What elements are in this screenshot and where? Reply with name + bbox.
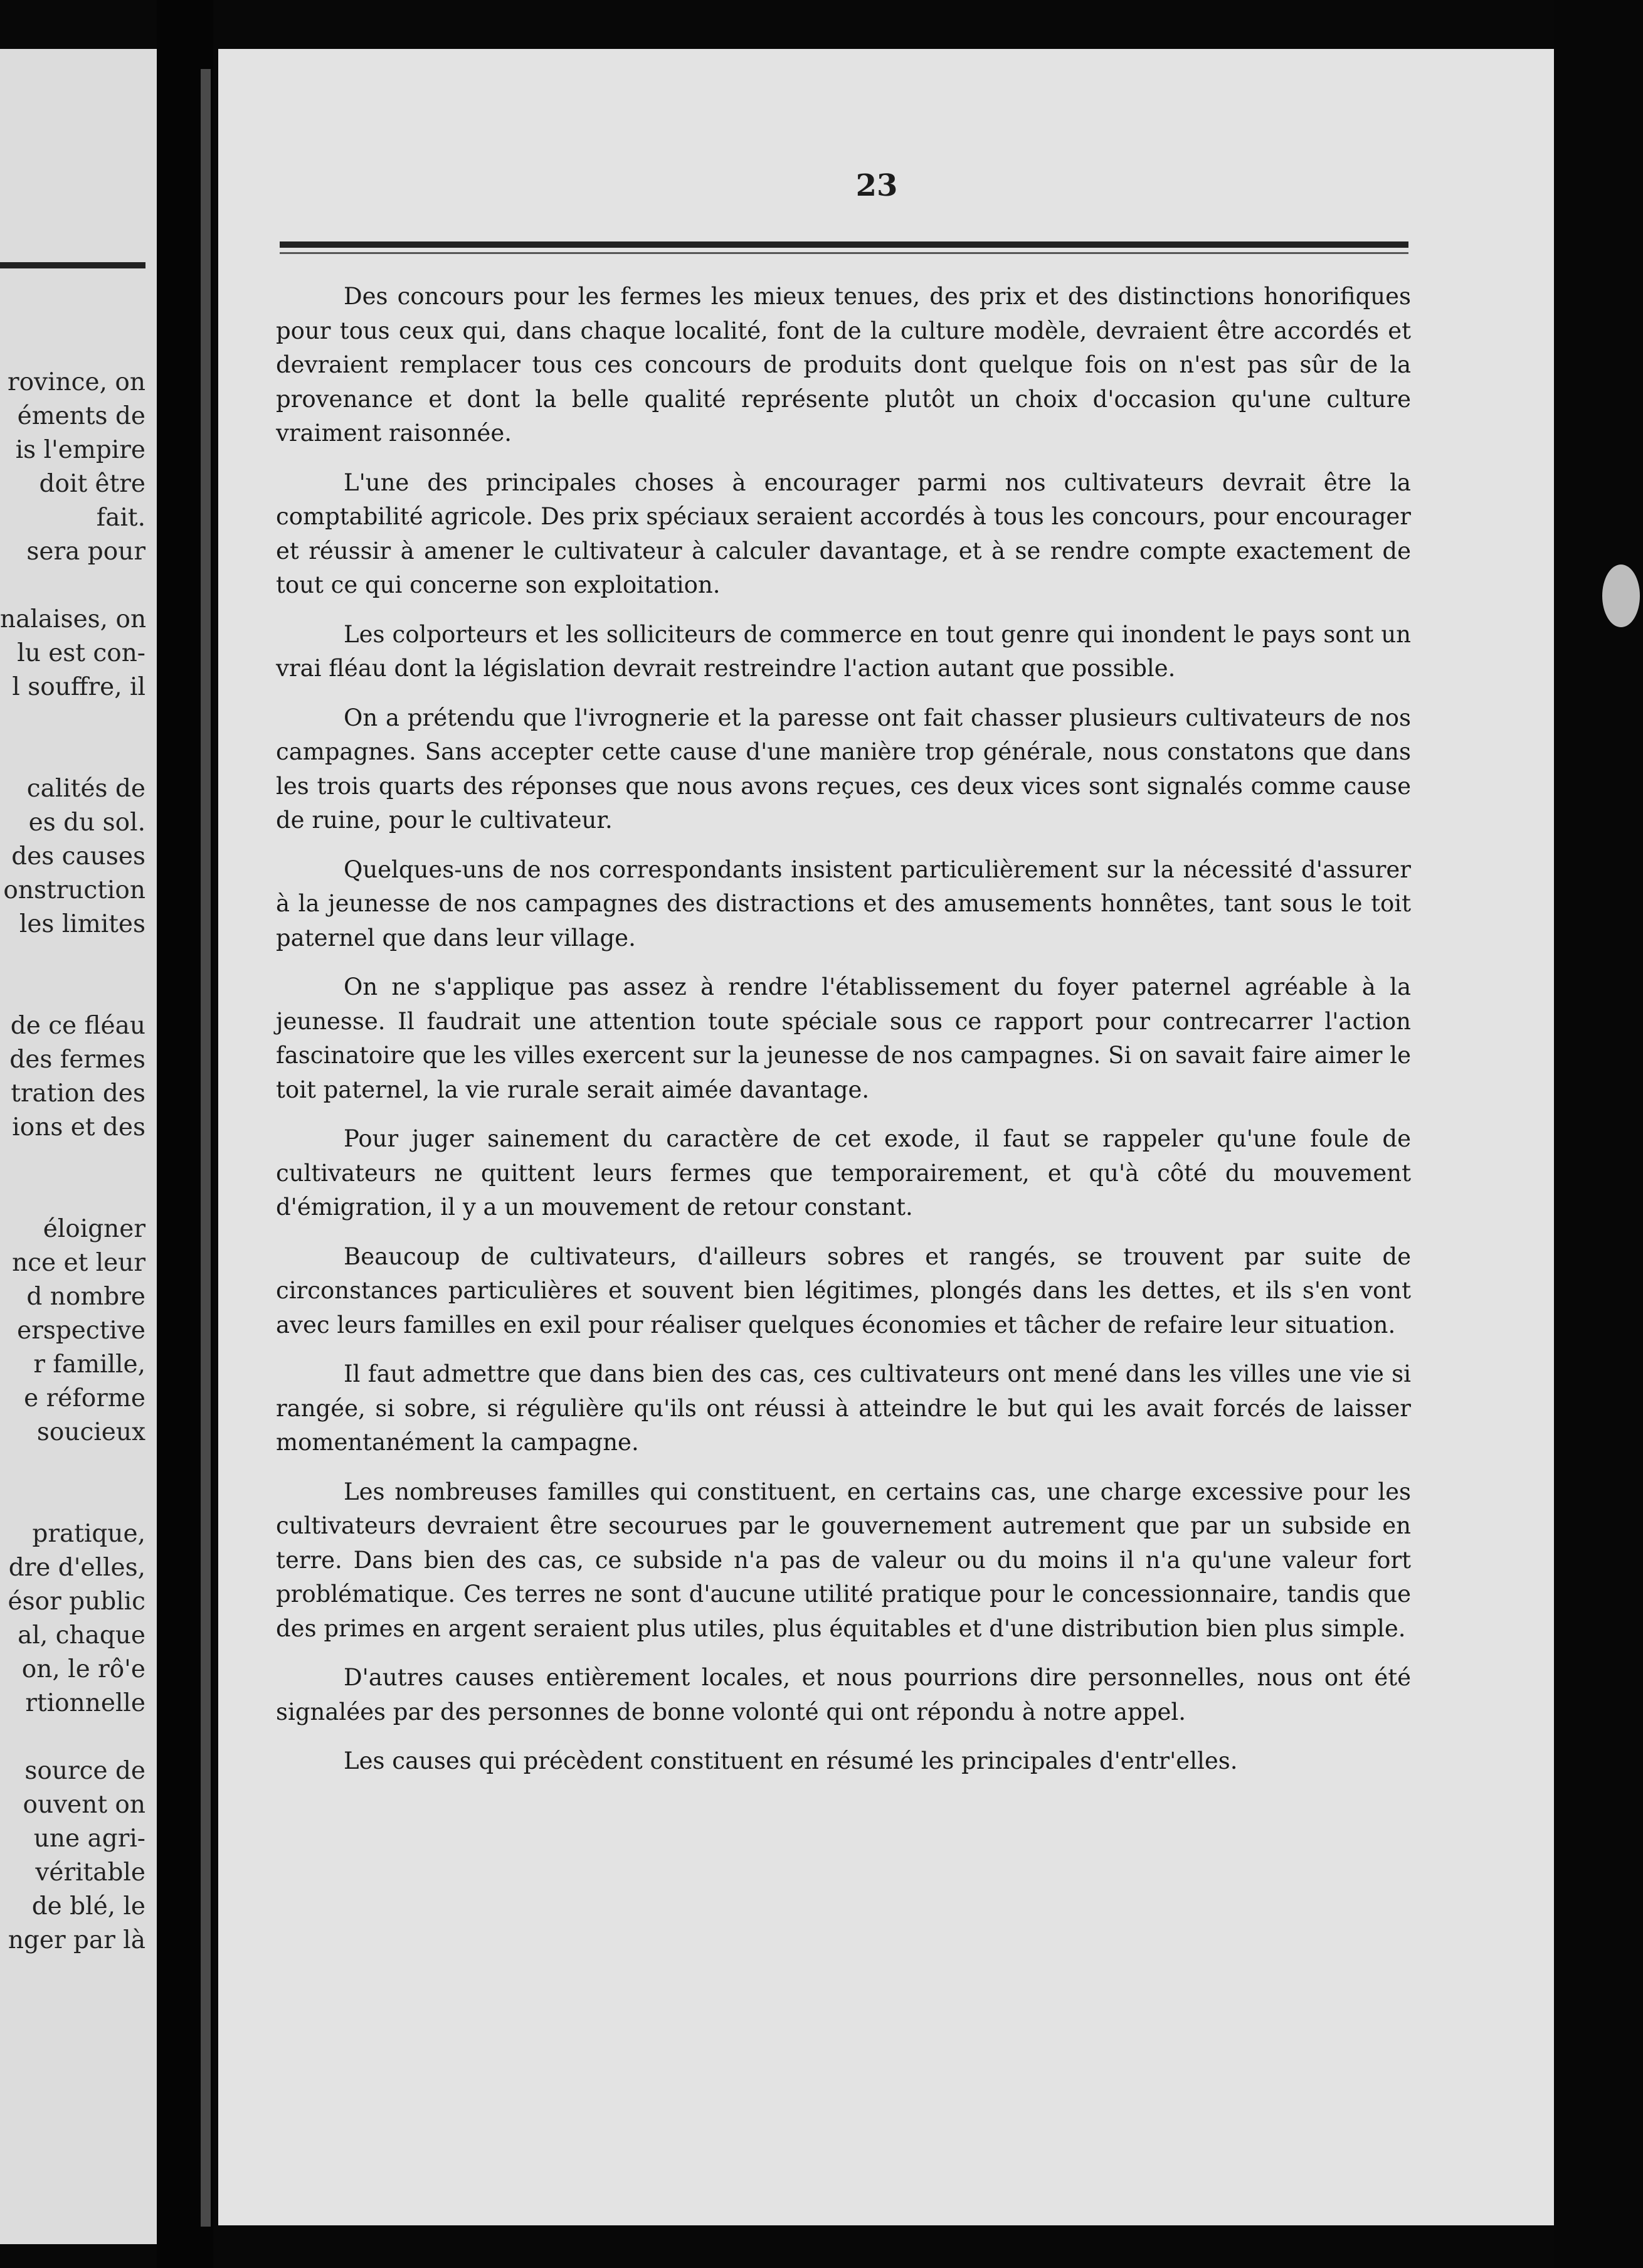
left-page-line (0, 1145, 145, 1179)
left-facing-page (0, 49, 157, 2244)
left-page-line: fait. (96, 504, 145, 532)
scan-artifact (1602, 564, 1640, 627)
left-page-line: dre d'elles, (8, 1554, 145, 1582)
left-page-line: des causes (11, 842, 145, 871)
left-page-line (0, 1483, 145, 1517)
left-page-line (0, 975, 145, 1009)
left-page-line: al, chaque (18, 1621, 145, 1650)
left-page-line: r famille, (33, 1350, 145, 1379)
left-page-line: calités de (26, 775, 145, 803)
left-page-line: is l'empire (15, 436, 145, 464)
left-page-line: nalaises, on (0, 605, 147, 633)
left-page-line (0, 1720, 145, 1754)
left-page-line (0, 1179, 145, 1212)
paragraph: Pour juger sainement du caractère de cet exode, il faut se rappeler qu'une foule de cultivateurs ne quittent leurs fermes que temporairement, et qu'à côté du mouvement d'émigration, il y a un mouvement de retour constant. (276, 1125, 1411, 1221)
paragraph: L'une des principales choses à encourager parmi nos cultivateurs devrait être la comptabilité agricole. Des prix spéciaux seraient accordés à tous les concours, pour encourager et réussir à amener le cultivateur à calculer davantage, et à se rendre compte exactement de tout ce qui concerne son exploitation. (276, 469, 1411, 598)
scan-border-right (1554, 0, 1643, 2268)
paragraph: On a prétendu que l'ivrognerie et la paresse ont fait chasser plusieurs cultivateurs de nos campagnes. Sans accepter cette cause d'une manière trop générale, nous constatons que dans les trois quarts des réponses que nous avons reçues, ces deux vices sont signalés comme cause de ruine, pour le cultivateur. (276, 704, 1411, 834)
paragraph: Les nombreuses familles qui constituent, en certains cas, une charge excessive pour les cultivateurs devraient être secourues par le gouvernement autrement que par un subside en terre. Dans bien des cas, ce subside n'a pas de valeur ou du moins il n'a qu'une valeur fort problématique. Ces terres ne sont d'aucune utilité pratique pour le concessionnaire, tandis que des primes en argent seraient plus utiles, plus équitables et d'une distribution bien plus simple. (276, 1478, 1411, 1642)
left-page-line (0, 1449, 145, 1483)
left-page-line: source de (24, 1757, 145, 1785)
left-page-rule (0, 262, 145, 268)
left-page-line: nce et leur (12, 1249, 145, 1277)
paragraph: D'autres causes entièrement locales, et nous pourrions dire personnelles, nous ont été signalées par des personnes de bonne volonté qui ont répondu à notre appel. (276, 1664, 1411, 1725)
left-page-line (0, 704, 145, 738)
left-page-text (0, 366, 145, 1958)
left-page-line: sera pour (26, 538, 145, 566)
left-page-line: soucieux (36, 1418, 145, 1446)
header-rule-thin (280, 252, 1408, 254)
left-page-line (0, 941, 145, 975)
body-text (276, 280, 1411, 1779)
paragraph: Les causes qui précèdent constituent en résumé les principales d'entr'elles. (344, 1747, 1238, 1774)
left-page-line: de blé, le (31, 1892, 145, 1921)
left-page-line: une agri- (33, 1825, 145, 1853)
left-page-line: erspective (17, 1317, 145, 1345)
paragraph: Beaucoup de cultivateurs, d'ailleurs sobres et rangés, se trouvent par suite de circonstances particulières et souvent bien légitimes, plongés dans les dettes, et ils s'en vont avec leurs familles en exil pour réaliser quelques économies et tâcher de refaire leur situation. (276, 1243, 1411, 1338)
left-page-line: de ce fléau (10, 1012, 145, 1040)
left-page-line: éloigner (43, 1215, 145, 1243)
left-page-line (0, 569, 145, 603)
left-page-line: véritable (35, 1858, 145, 1887)
left-page-line: nger par là (8, 1926, 145, 1954)
left-page-line: des fermes (9, 1046, 145, 1074)
paragraph: Il faut admettre que dans bien des cas, ces cultivateurs ont mené dans les villes une vie si rangée, si sobre, si régulière qu'ils ont réussi à atteindre le but qui les avait forcés de laisser momentanément la campagne. (276, 1360, 1411, 1456)
left-page-line: éments de (17, 402, 145, 430)
left-page-line: doit être (39, 470, 145, 498)
left-page-line: es du sol. (28, 808, 145, 837)
left-page-line: ouvent on (23, 1791, 145, 1819)
left-page-line: lu est con- (17, 639, 145, 667)
left-page-line: tration des (11, 1079, 145, 1108)
left-page-line: ions et des (12, 1113, 145, 1142)
left-page-line: d nombre (26, 1283, 145, 1311)
page-number: 23 (855, 168, 898, 203)
left-page-line: on, le rô'e (21, 1655, 145, 1683)
left-page-line (0, 738, 145, 772)
left-page-line: les limites (19, 910, 145, 938)
page-edge-shadow (201, 69, 211, 2227)
paragraph: Les colporteurs et les solliciteurs de commerce en tout genre qui inondent le pays sont un vrai fléau dont la législation devrait restreindre l'action autant que possible. (276, 620, 1411, 682)
left-page-line: e réforme (24, 1384, 145, 1412)
left-page-line: l souffre, il (12, 673, 145, 701)
main-page (218, 49, 1554, 2225)
paragraph: Quelques-uns de nos correspondants insistent particulièrement sur la nécessité d'assurer à la jeunesse de nos campagnes des distractions et des amusements honnêtes, tant sous le toit paternel que dans leur village. (276, 856, 1411, 951)
header-rule (280, 241, 1408, 248)
left-page-line: ésor public (8, 1587, 145, 1616)
paragraph: On ne s'applique pas assez à rendre l'établissement du foyer paternel agréable à la jeunesse. Il faudrait une attention toute spéciale sous ce rapport pour contrecarrer l'action fascinatoire que les villes exercent sur la jeunesse de nos campagnes. Si on savait faire aimer le toit paternel, la vie rurale serait aimée davantage. (276, 973, 1411, 1103)
left-page-line: rovince, on (7, 368, 145, 396)
left-page-line: rtionnelle (25, 1689, 145, 1717)
paragraph: Des concours pour les fermes les mieux tenues, des prix et des distinctions honorifiques pour tous ceux qui, dans chaque localité, font de la culture modèle, devraient être accordés et devraient remplacer tous ces concours de produits dont quelque fois on n'est pas sûr de la provenance et dont la belle qualité représente plutôt un choix d'occasion qu'une culture vraiment raisonnée. (276, 283, 1411, 447)
left-page-line: onstruction (3, 876, 145, 904)
left-page-line: pratique, (32, 1520, 145, 1548)
